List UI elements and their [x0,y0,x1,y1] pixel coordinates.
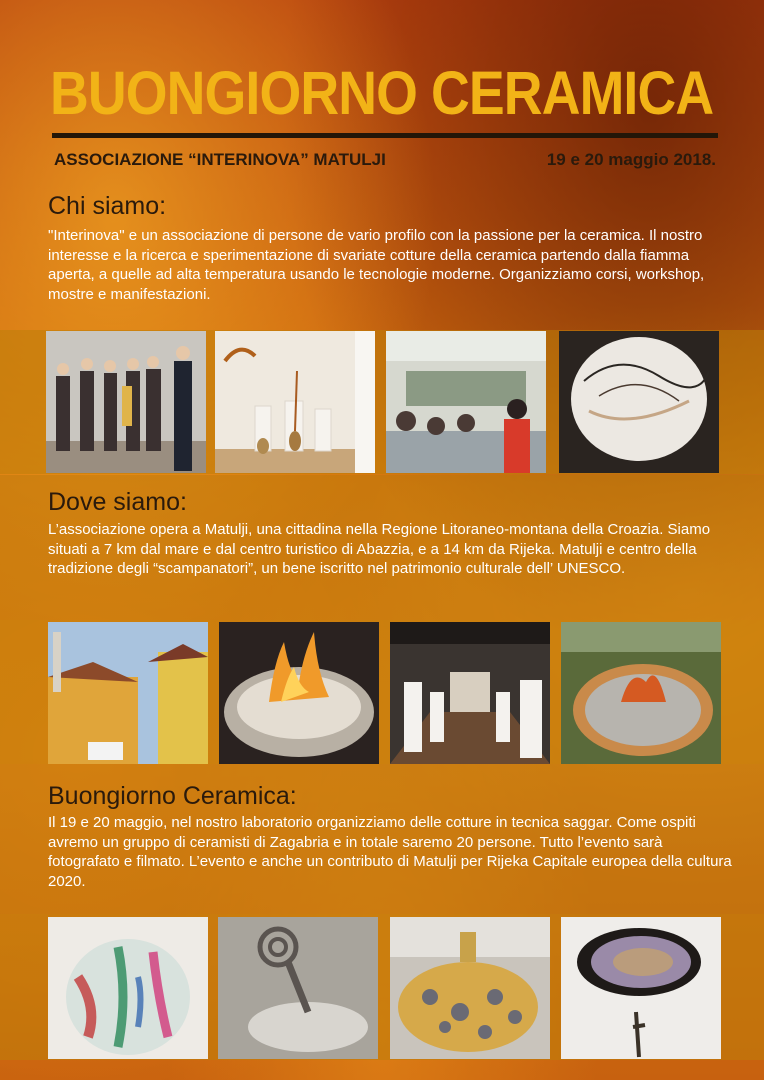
smoke-fired-vase-photo [559,331,719,473]
town-street-photo [48,622,208,764]
section-text-buongiorno-ceramica: Il 19 e 20 maggio, nel nostro laboratorio organizziamo delle cotture in tecnica saggar. Come ospiti avremo un gruppo di ceramisti di Zagabria e in totale saremo 20 persone. Tutto l’evento sarà fotografato e filmato. L’evento e anche un contributo di Matulji per Rijeka Capitale europea della cultura 2020. [48,814,732,890]
workshop-class-photo [386,331,546,473]
page-title: BUONGIORNO CERAMICA [50,59,714,127]
section-heading-dove-siamo: Dove siamo: [48,488,187,516]
section-heading-chi-siamo: Chi siamo: [48,192,167,220]
fire-pot-photo [219,622,379,764]
section-text-dove-siamo: L’associazione opera a Matulji, una cittadina nella Regione Litoraneo-montana della Croazia. Siamo situati a 7 km dal mare e dal centro turistico di Abazzia, e a 14 km da Rijeka. Matulji e centro della tradizione degli “scampanatori”, un bene iscritto nel patrimonio culturale dell’ UNESCO. [48,521,711,577]
multicolor-vase-photo [48,917,208,1059]
ceramic-exhibit-photo [215,331,375,473]
title-underline [52,133,718,138]
photo-row-1 [0,331,764,473]
photo-row-2 [0,622,764,764]
raku-plate-photo [561,917,721,1059]
section-text-chi-siamo: "Interinova" e un associazione di persone de vario profilo con la passione per la ceramica. Il nostro interesse e la ricerca e sperimentazione di svariate cotture della ceramica partendo dalla fiamma aperta, a quelle ad alta temperatura usando le tecnologie moderne. Organizziamo corsi, workshop, mostre e manifestazioni. [48,227,705,303]
section-heading-buongiorno-ceramica: Buongiorno Ceramica: [48,782,297,810]
group-of-visitors-photo [46,331,206,473]
spotted-vase-photo [390,917,550,1059]
association-name: ASSOCIAZIONE “INTERINOVA” MATULJI [54,150,386,169]
gallery-interior-photo [390,622,550,764]
photo-row-3 [0,917,764,1059]
spiral-sculpture-photo [218,917,378,1059]
brick-fire-pit-photo [561,622,721,764]
event-date: 19 e 20 maggio 2018. [546,150,716,169]
